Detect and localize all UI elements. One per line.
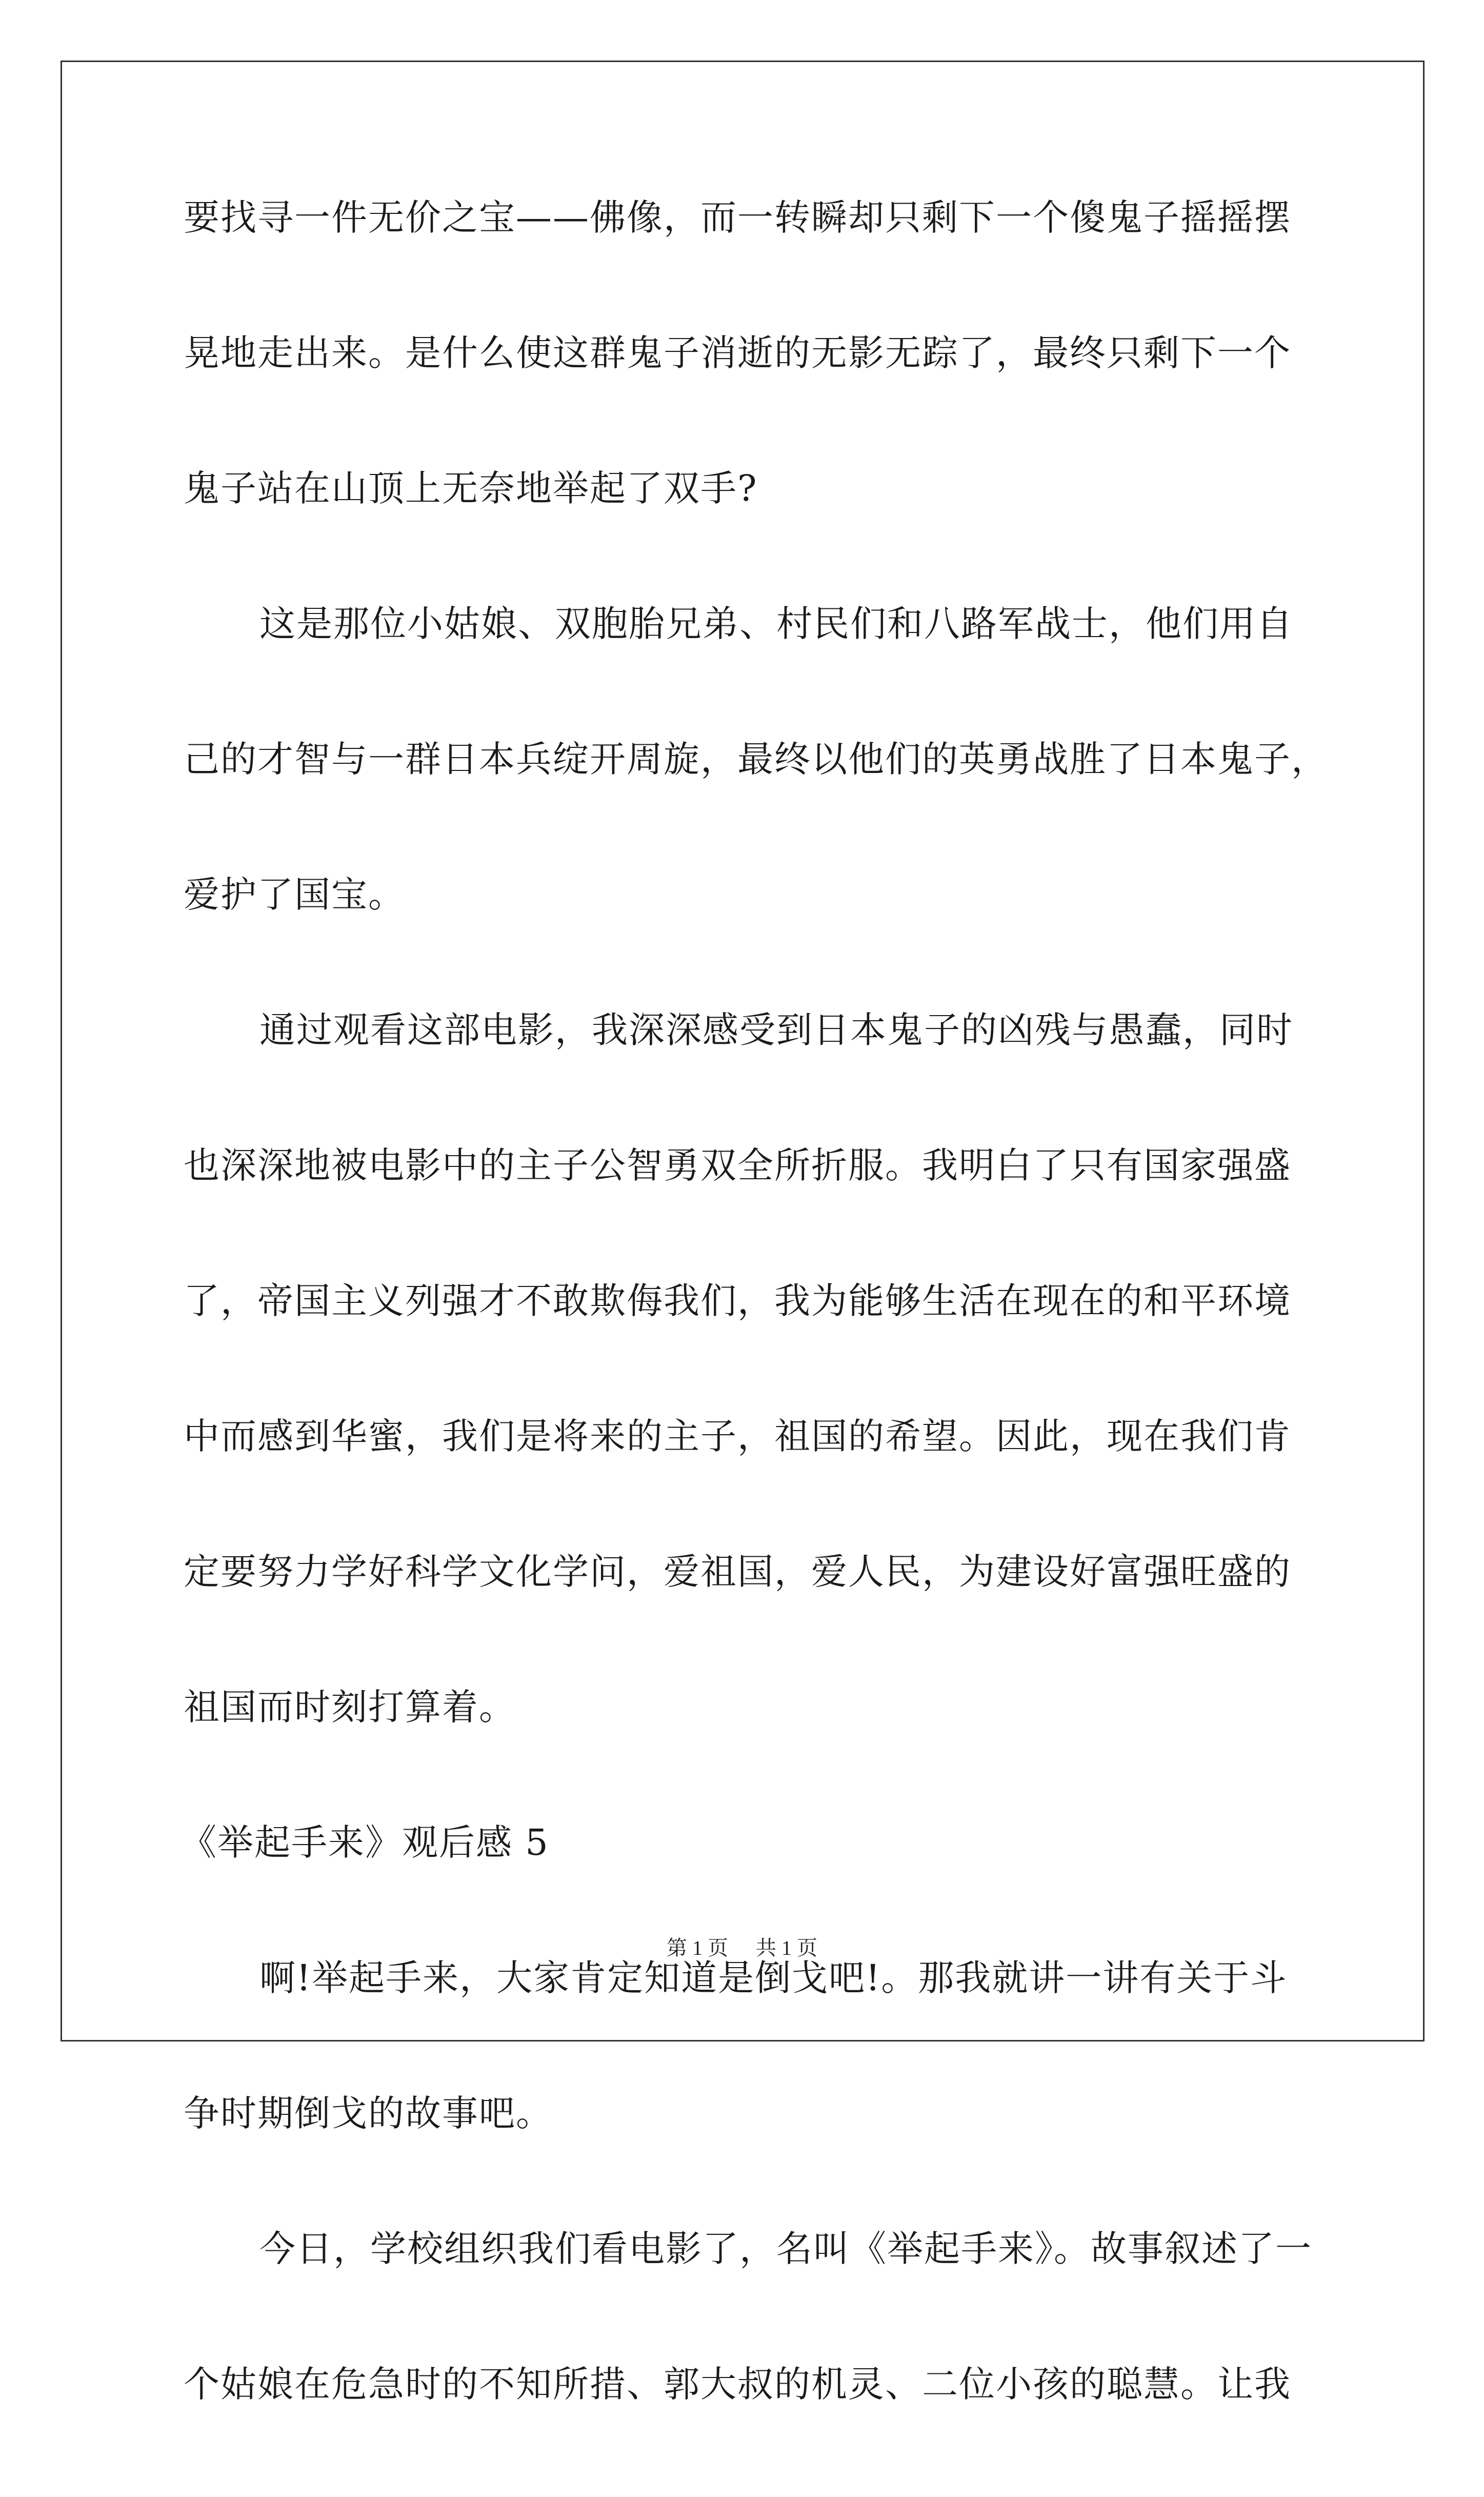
text-line: 个姑娘在危急时的不知所措、郭大叔的机灵、二位小孩的聪慧。让我	[184, 2363, 1291, 2405]
page-total: 共 1 页	[756, 1936, 817, 1959]
text-line: 鬼子站在山顶上无奈地举起了双手?	[184, 467, 758, 509]
text-line: 定要努力学好科学文化学问，爱祖国，爱人民，为建设好富强旺盛的	[184, 1551, 1291, 1593]
page-footer	[0, 1936, 1484, 1960]
text-line: 通过观看这部电影，我深深感受到日本鬼子的凶残与愚蠢，同时	[259, 1009, 1293, 1051]
text-line: 祖国而时刻打算着。	[184, 1686, 516, 1728]
text-line: 今日，学校组织我们看电影了，名叫《举起手来》。故事叙述了一	[259, 2228, 1312, 2270]
page-number: 第 1 页	[667, 1936, 728, 1959]
text-line: 这是那位小姑娘、双胞胎兄弟、村民们和八路军战士，他们用自	[259, 603, 1293, 645]
text-line: 要找寻一件无价之宝——佛像，而一转瞬却只剩下一个傻鬼子摇摇摆	[184, 196, 1291, 239]
text-line: 中而感到华蜜，我们是将来的主子，祖国的希望。因此，现在我们肯	[184, 1415, 1291, 1457]
text-line: 啊!举起手来，大家肯定知道是倒戈吧!。那我就讲一讲有关于斗	[259, 1957, 1288, 1999]
text-line: 了，帝国主义列强才不敢欺侮我们，我为能够生活在现在的和平环境	[184, 1280, 1291, 1322]
section-heading: 《举起手来》观后感 5	[181, 1821, 549, 1864]
text-line: 己的才智与一群日本兵绽开周旋，最终以他们的英勇战胜了日本鬼子，	[184, 738, 1328, 780]
text-line: 爱护了国宝。	[184, 874, 405, 916]
document-body	[181, 195, 1328, 2497]
text-line: 争时期倒戈的故事吧。	[184, 2092, 553, 2134]
text-line: 晃地走出来。是什么使这群鬼子消逝的无影无踪了，最终只剩下一个	[184, 332, 1291, 374]
text-line: 也深深地被电影中的主子公智勇双全所折服。我明白了只有国家强盛	[184, 1144, 1291, 1186]
